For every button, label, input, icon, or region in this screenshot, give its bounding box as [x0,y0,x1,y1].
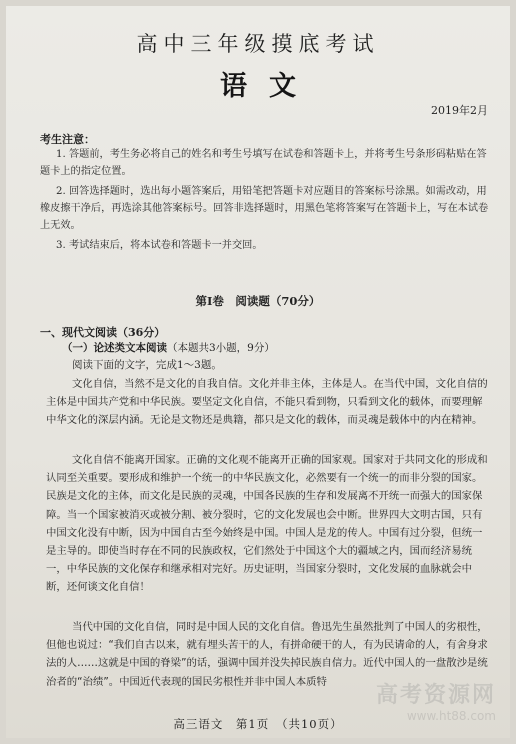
watermark-url: www.ht88.com [406,709,496,723]
notice-item-2: 2. 回答选择题时，选出每小题答案后，用铅笔把答题卡对应题目的答案标号涂黑。如需改动，用橡皮擦干净后，再选涂其他答案标号。回答非选择题时，用黑色笔将答案写在答题卡上，写在本试卷上无效。 [40,186,489,231]
section-heading: 一、现代文阅读（36分） [40,326,166,339]
notice-item-3: 3. 考试结束后，将本试卷和答题卡一并交回。 [56,240,263,251]
watermark-text: 高考资源网 [375,683,496,708]
subsection-heading [62,340,275,355]
passage-paragraph-1: 文化自信，当然不是文化的自我自信。文化并非主体，主体是人。在当代中国，文化自信的主体是中国共产党和中华民族。要坚定文化自信，不能只看到物，只看到文化的载体，而要理解中华文化的深层内涵。无论是文物还是典籍，都只是文化的载体，而灵魂是载体中的内在精神。 [46,378,488,427]
reading-instruction: 阅读下面的文字，完成1～3题。 [72,359,222,371]
notice-heading: 考生注意： [40,133,95,146]
exam-title: 高中三年级摸底考试 [136,32,380,56]
part-heading: 第Ⅰ卷 阅读题（70分） [195,294,321,308]
subsection-label: （一）论述类文本阅读 [62,342,167,354]
notice-item-1: 1. 答题前，考生务必将自己的姓名和考生号填写在试卷和答题卡上，并将考生号条形码粘贴在答题卡上的指定位置。 [40,149,487,177]
exam-subject: 语文 [220,71,318,102]
page-footer: 高三语文 第1页 （共10页） [173,717,343,731]
exam-date: 2019年2月 [431,104,488,117]
exam-page [6,6,510,738]
subsection-note: （本题共3小题，9分） [167,342,275,354]
passage-paragraph-2: 文化自信不能离开国家。正确的文化观不能离开正确的国家观。国家对于共同文化的形成和认同至关重要。要形成和维护一个统一的中华民族文化，必然要有一个统一的而非分裂的国家。民族是文化的主体，而文化是民族的灵魂，中国各民族的生存和发展离不开统一而强大的国家保障。当一个国家被消灭或被分割、被分裂时，它的文化发展也会中断。世界四大文明古国，只有中国文化没有中断，因为中国自古至今始终是中国。中国人是龙的传人。中国有过分裂，但统一是主导的。即使当时存在不同的民族政权，它们然处于中国这个大的疆域之内，国而经济易统一，中华民族的文化保存和继承相对完好。历史证明，当国家分裂时，文化发展的血脉就会中断，还何谈文化自信！ [46,454,488,594]
passage-paragraph-3: 当代中国的文化自信，同时是中国人民的文化自信。鲁迅先生虽然批判了中国人的劣根性，但他也说过：“我们自古以来，就有埋头苦干的人，有拼命硬干的人，有为民请命的人，有舍身求法的人……这就是中国的脊梁”的话，强调中国并没失掉民族自信力。近代中国人的一盘散沙是统治者的“治绩”。中国近代表现的国民劣根性并非中国人本质特 [46,621,488,688]
